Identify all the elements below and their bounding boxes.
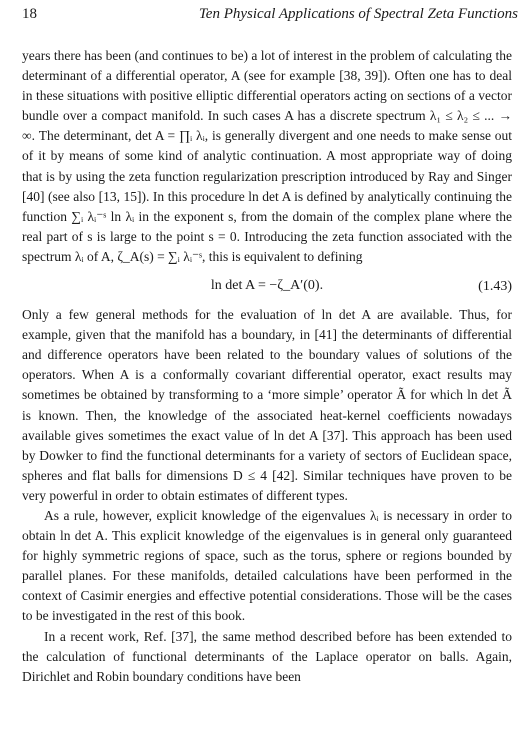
equation-text: ln det A = −ζ_A′(0). (210, 277, 324, 293)
page-number: 18 (22, 6, 37, 22)
running-header (22, 6, 518, 26)
paragraph-2: Only a few general methods for the evaluation of ln det A are available. Thus, for example, given that the manifold has a boundary, in [41] the determinants of differential and difference operators have been related to the boundary values of solutions of the operators. When A is a conformally covariant differential operator, exact results may sometimes be obtained by transforming to a ‘more simple’ operator Ã for which ln det Ã is known. Then, the knowledge of the associated heat-kernel coefficients nowadays available gives sometimes the exact value of ln det A [37]. This approach has been used by Dowker to find the functional determinants for a variety of sectors of Euclidean space, spheres and flat balls for dimensions D ≤ 4 [42]. Similar techniques have proven to be very powerful in order to obtain estimates of different types. (22, 307, 512, 503)
equation-1-43 (22, 267, 512, 305)
equation-number: (1.43) (478, 279, 512, 295)
body-text (22, 46, 512, 687)
paragraph-3: As a rule, however, explicit knowledge of the eigenvalues λᵢ is necessary in order to obtain ln det A. This explicit knowledge of the eigenvalues is in general only guaranteed for highly symmetric regions of space, such as the torus, sphere or regions bounded by parallel planes. For these manifolds, detailed calculations have been performed in the context of Casimir energies and effective potential considerations. Those will be the cases to be investigated in the rest of this book. (22, 507, 512, 624)
running-title: Ten Physical Applications of Spectral Zeta Functions (198, 6, 518, 22)
paragraph-4: In a recent work, Ref. [37], the same method described before has been extended to the calculation of functional determinants of the Laplace operator on balls. Again, Dirichlet and Robin boundary conditions have been (22, 628, 512, 684)
paragraph-1: years there has been (and continues to be) a lot of interest in the problem of calculating the determinant of a differential operator, A (see for example [38, 39]). Often one has to deal in these situations with positive elliptic differential operators acting on sections of a vector bundle over a compact manifold. In such cases A has a discrete spectrum λ₁ ≤ λ₂ ≤ ... → ∞. The determinant, det A = ∏ᵢ λᵢ, is generally divergent and one needs to make sense out of it by means of some kind of analytic continuation. A most appropriate way of doing that is by using the zeta function regularization prescription introduced by Ray and Singer [40] (see also [13, 15]). In this procedure ln det A is defined by analytically continuing the function ∑ᵢ λᵢ⁻ˢ ln λᵢ in the exponent s, from the domain of the complex plane where the real part of s is large to the point s = 0. Introducing the zeta function associated with the spectrum λᵢ of A, ζ_A(s) = ∑ᵢ λᵢ⁻ˢ, this is equivalent to defining (22, 48, 512, 264)
